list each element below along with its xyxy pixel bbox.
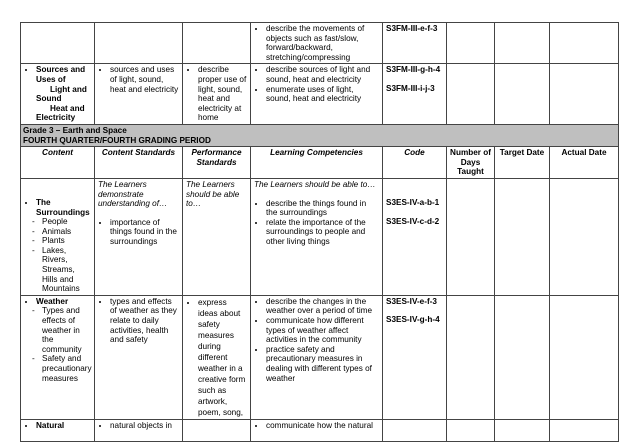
standards-item: • natural objects in xyxy=(110,421,179,431)
code-label: S3ES-IV-e-f-3 xyxy=(386,296,437,306)
grade-title: Grade 3 – Earth and Space xyxy=(23,125,127,135)
code-label: S3FM-III-i-j-3 xyxy=(386,83,435,93)
competency-item: • enumerate uses of light, sound, heat and electricity xyxy=(266,85,379,104)
competency-item: • practice safety and precautionary measures in dealing with different types of weather xyxy=(266,345,379,383)
standards-item: • sources and uses of light, sound, heat and electricity xyxy=(110,65,179,94)
list-item: - Animals xyxy=(32,227,91,237)
header-standards: Content Standards xyxy=(95,147,183,179)
performance-item: • describe proper use of light, sound, heat and electricity at home xyxy=(198,65,247,123)
standards-item: • types and effects of weather as they relate to daily activities, health and safety xyxy=(110,297,179,345)
code-label: S3ES-IV-c-d-2 xyxy=(386,216,440,226)
list-item: - Plants xyxy=(32,236,91,246)
content-title: • Weather xyxy=(36,297,91,307)
header-actual: Actual Date xyxy=(550,147,619,179)
competency-item: • communicate how different types of weather affect activities in the community xyxy=(266,316,379,345)
code-label: S3FM-III-g-h-4 xyxy=(386,65,441,75)
table-row: • Sources and Uses of Light and Sound Heat and Electricity • sources and uses of light, sound, heat and electricity • describe proper use of light, sound, heat and electricity at home • describe sources of light and sound, heat and electricity • enumerate uses of light, sound, heat and electricity S3FM-III-g-h-4 S3FM-III-i-j-3 xyxy=(21,64,619,125)
list-item: - Types and effects of weather in the community xyxy=(32,306,91,354)
header-content: Content xyxy=(21,147,95,179)
code-label: S3ES-IV-a-b-1 xyxy=(386,197,440,207)
content-title: Sources and Uses of xyxy=(36,65,86,84)
curriculum-table xyxy=(20,22,619,442)
competency-item: • describe the movements of objects such as fast/slow, forward/backward, stretching/compressing xyxy=(266,24,379,62)
competency-intro: The Learners should be able to… xyxy=(254,179,376,189)
performance-item: • express ideas about safety measures during different weather in a creative form such as artwork, poem, song, xyxy=(198,297,247,418)
table-row xyxy=(21,419,619,441)
competency-item: • relate the importance of the surroundings to people and other living things xyxy=(266,218,379,247)
standards-intro: The Learners demonstrate understanding of… xyxy=(98,179,168,209)
competency-item: • communicate how the natural xyxy=(266,421,379,431)
table-row xyxy=(21,23,619,64)
competency-item: • describe sources of light and sound, heat and electricity xyxy=(266,65,379,84)
code-label: S3FM-III-e-f-3 xyxy=(386,24,438,33)
header-competencies: Learning Competencies xyxy=(251,147,383,179)
standards-item: • importance of things found in the surroundings xyxy=(110,218,179,247)
header-performance: Performance Standards xyxy=(183,147,251,179)
competency-item: • describe the things found in the surroundings xyxy=(266,199,379,218)
content-title: • Natural xyxy=(36,421,91,431)
list-item: - People xyxy=(32,217,91,227)
list-item: - Safety and precautionary measures xyxy=(32,354,91,383)
header-days: Number of Days Taught xyxy=(447,147,495,179)
table-row xyxy=(21,178,619,295)
code-label: S3ES-IV-g-h-4 xyxy=(386,315,440,325)
header-target: Target Date xyxy=(495,147,550,179)
quarter-header-row xyxy=(21,124,619,146)
column-header-row xyxy=(21,147,619,179)
table-row xyxy=(21,295,619,419)
header-code: Code xyxy=(383,147,447,179)
quarter-title: FOURTH QUARTER/FOURTH GRADING PERIOD xyxy=(23,135,211,145)
curriculum-guide-page xyxy=(20,22,618,442)
content-title: • The Surroundings xyxy=(36,198,91,217)
performance-intro: The Learners should be able to… xyxy=(186,179,240,209)
competency-item: • describe the changes in the weather over a period of time xyxy=(266,297,379,316)
list-item: - Lakes, Rivers, Streams, Hills and Mountains xyxy=(32,246,91,294)
